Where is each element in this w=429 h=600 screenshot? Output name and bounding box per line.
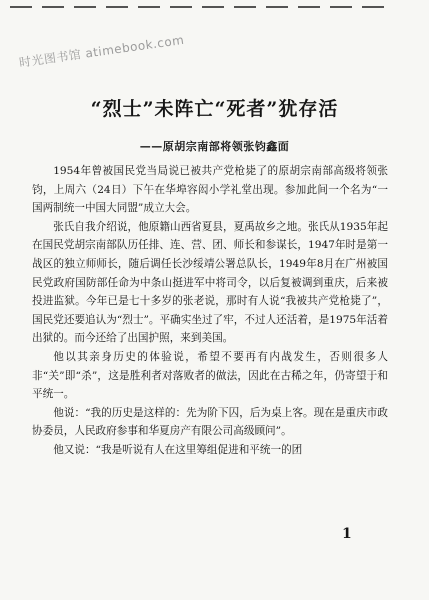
border-dash <box>42 6 64 8</box>
border-dash <box>74 6 96 8</box>
border-dash <box>138 6 160 8</box>
watermark: 时光图书馆 atimebook.com <box>18 32 186 70</box>
paragraph: 1954年曾被国民党当局说已被共产党枪毙了的原胡宗南部高级将领张钧，上周六（24日）下午在华埠容闳小学礼堂出现。参加此间一个名为“一国两制统一中国大同盟”成立大会。 <box>32 165 388 215</box>
article-subtitle: ——原胡宗南部将领张钧鑫面 <box>139 140 290 153</box>
border-dash <box>298 6 320 8</box>
border-dash <box>330 6 352 8</box>
article-body <box>32 162 388 460</box>
border-dash <box>234 6 256 8</box>
border-dash <box>10 6 32 8</box>
border-dash <box>106 6 128 8</box>
top-dashed-border <box>10 6 419 8</box>
border-dash <box>202 6 224 8</box>
paragraph: 张氏自我介绍说，他原籍山西省夏县，夏禹故乡之地。张氏从1935年起在国民党胡宗南部队历任排、连、营、团、师长和参谋长，1947年时是第一战区的独立师师长，随后调任长沙绥靖公署总队长，1949年8月在广州被国民党政府国防部任命为中条山挺进军中将司令，以后复被调到重庆，后来被投进监狱。今年已是七十多岁的张老说，那时有人说“我被共产党枪毙了”，国民党还要追认为“烈士”。平确实坐过了牢，不过人还活着，是1975年活着出狱的。而今还给了出国护照，来到美国。 <box>32 220 388 345</box>
border-dash <box>170 6 192 8</box>
border-dash <box>266 6 288 8</box>
paragraph: 他说：“我的历史是这样的：先为阶下囚，后为桌上客。现在是重庆市政协委员，人民政府参事和华夏房产有限公司高级顾问”。 <box>32 406 388 438</box>
article-title: “烈士”未阵亡“死者”犹存活 <box>90 98 339 120</box>
paragraph: 他又说：“我是听说有人在这里筹组促进和平统一的团 <box>53 443 303 456</box>
border-dash <box>362 6 384 8</box>
paragraph: 他以其亲身历史的体验说，希望不要再有内战发生，否则很多人非“关”即“杀”，这是胜利者对落败者的做法，因此在古稀之年，仍寄望于和平统一。 <box>32 350 388 401</box>
page-number: 1 <box>342 526 352 542</box>
